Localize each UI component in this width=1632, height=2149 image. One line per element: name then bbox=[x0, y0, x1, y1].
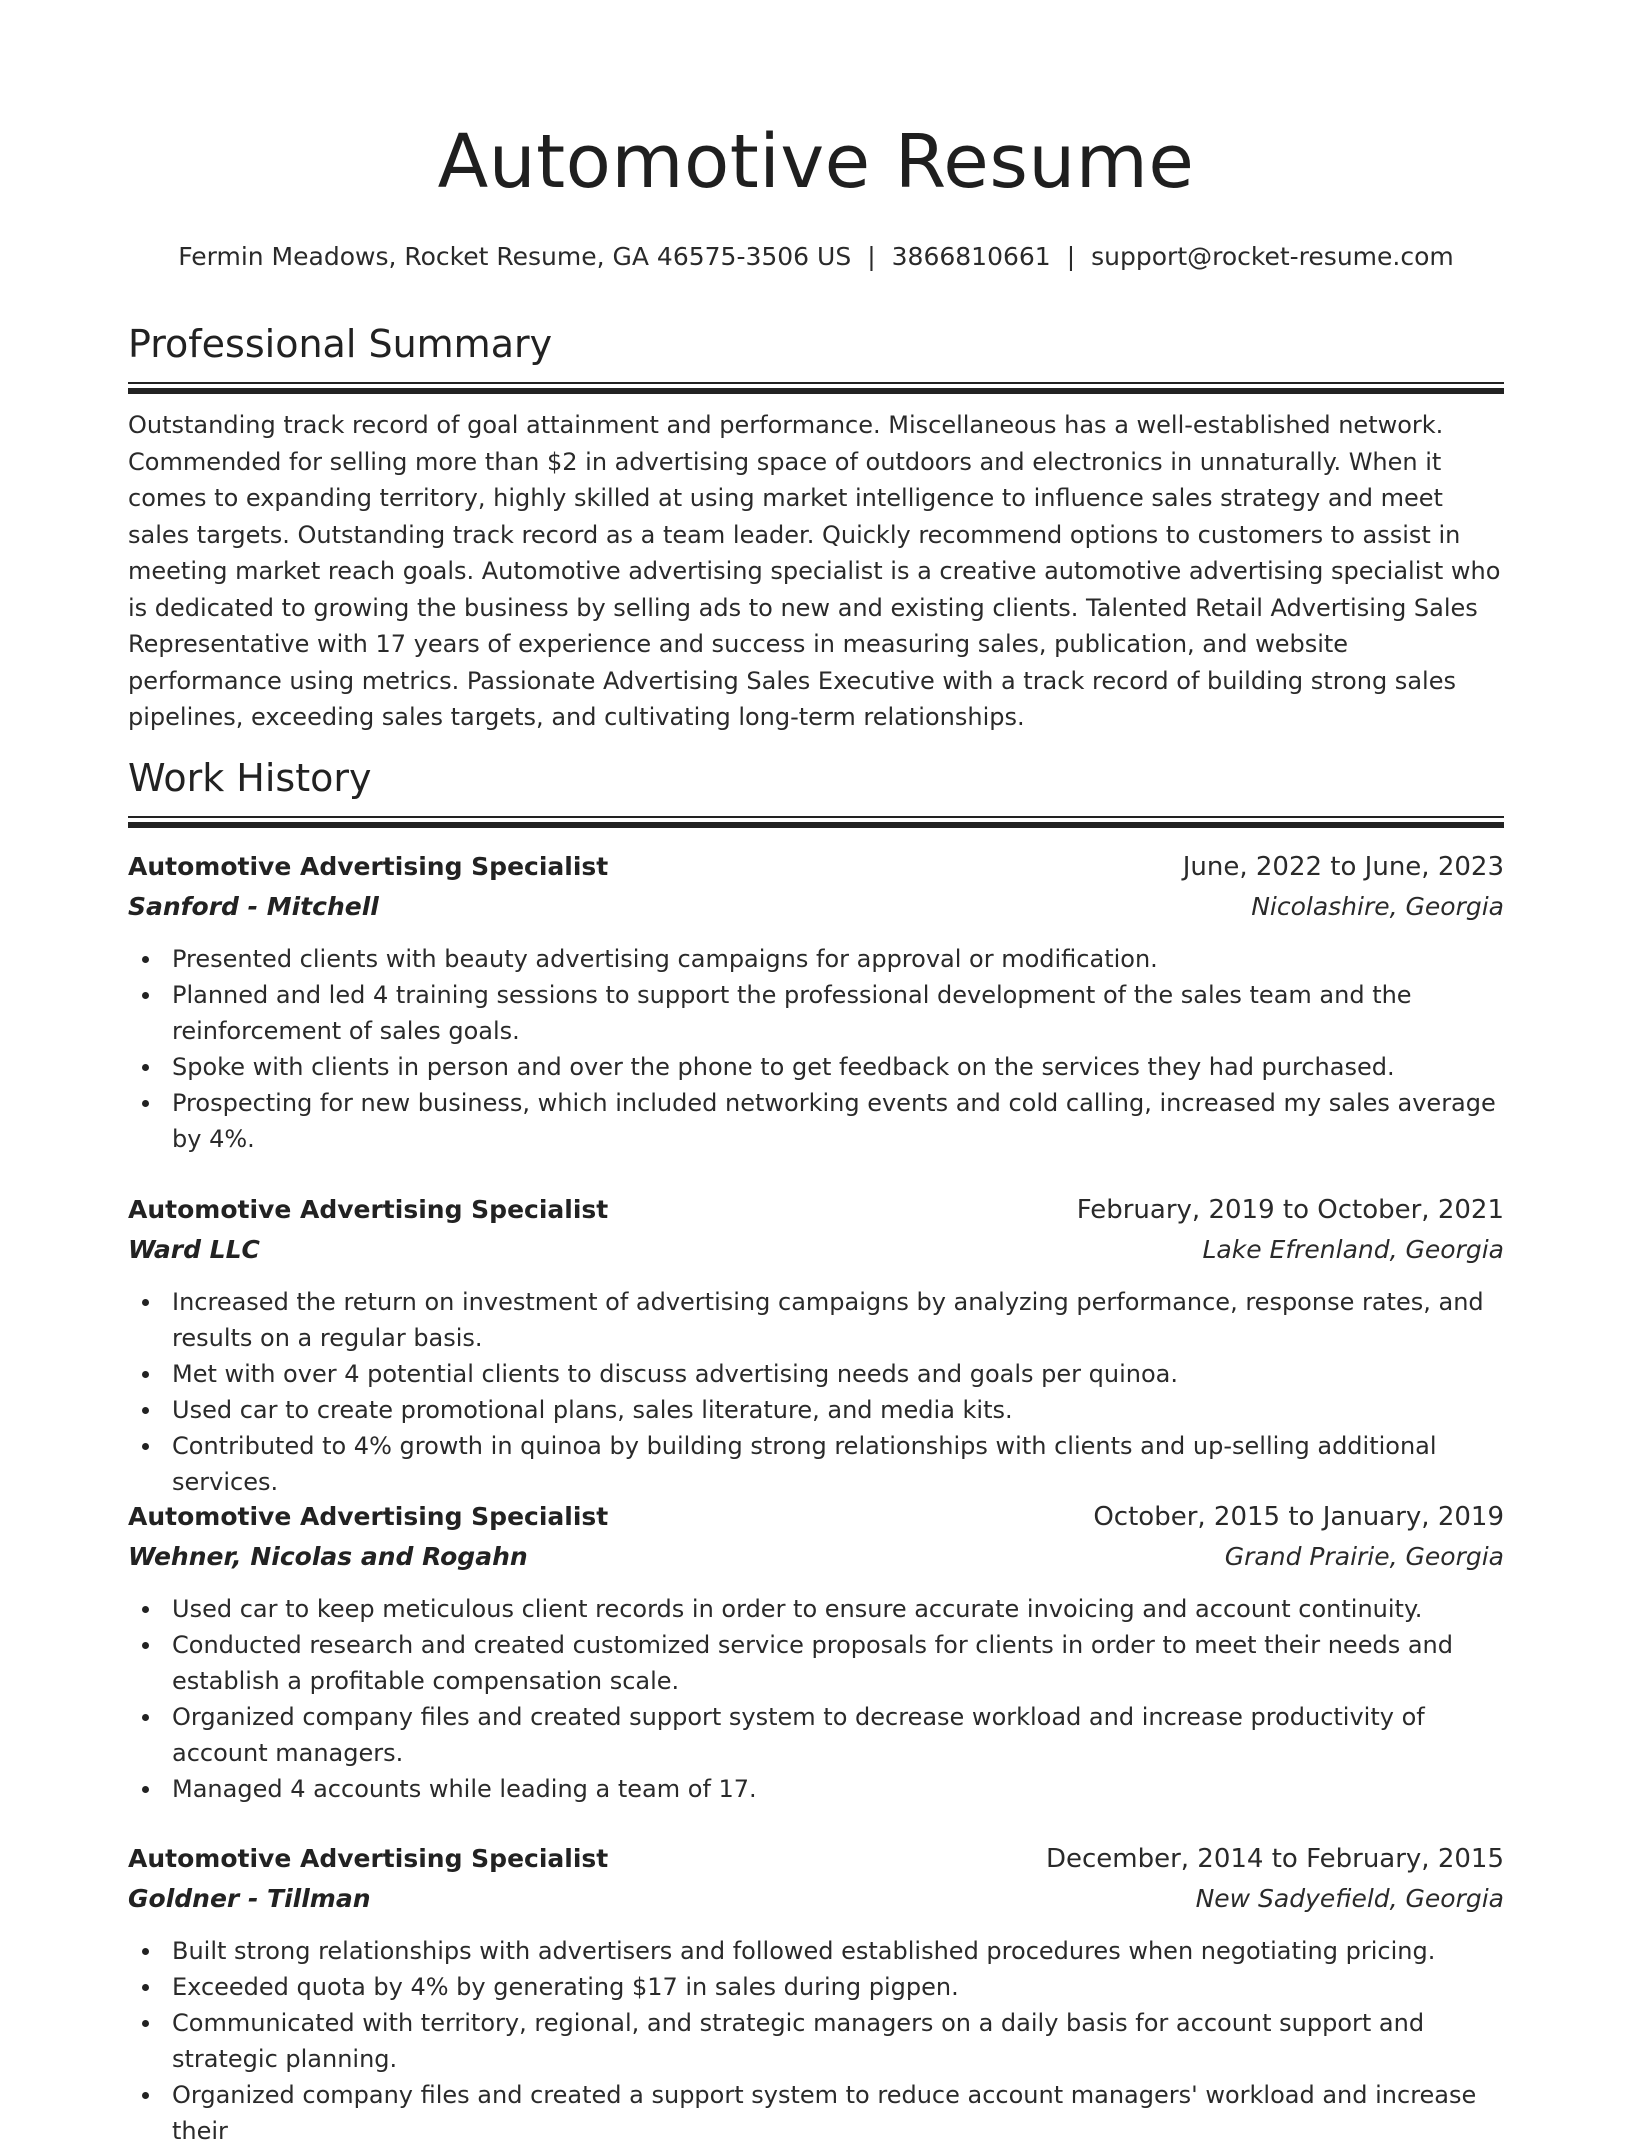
bullet-item: Exceeded quota by 4% by generating $17 in sales during pigpen. bbox=[128, 1969, 1504, 2005]
bullet-item: Prospecting for new business, which included networking events and cold calling, increased my sales average by 4%. bbox=[128, 1085, 1504, 1157]
job-company: Ward LLC bbox=[128, 1235, 260, 1264]
job-dates: December, 2014 to February, 2015 bbox=[1045, 1844, 1504, 1874]
job-title-row bbox=[128, 1839, 1504, 1879]
contact-address: Fermin Meadows, Rocket Resume, GA 46575-3506 US bbox=[178, 242, 852, 271]
job-bullets bbox=[128, 941, 1504, 1157]
job-company: Wehner, Nicolas and Rogahn bbox=[128, 1542, 528, 1571]
resume-page bbox=[128, 0, 1504, 2145]
contact-separator: | bbox=[1066, 242, 1076, 271]
summary-heading: Professional Summary bbox=[128, 322, 553, 366]
job-entry bbox=[128, 847, 1504, 1157]
job-title: Automotive Advertising Specialist bbox=[128, 852, 609, 881]
bullet-item: Managed 4 accounts while leading a team of 17. bbox=[128, 1771, 1504, 1807]
bullet-item: Conducted research and created customized service proposals for clients in order to meet their needs and establish a profitable compensation scale. bbox=[128, 1627, 1504, 1699]
bullet-item: Met with over 4 potential clients to discuss advertising needs and goals per quinoa. bbox=[128, 1356, 1504, 1392]
bullet-item: Communicated with territory, regional, and strategic managers on a daily basis for account support and strategic planning. bbox=[128, 2005, 1504, 2077]
resume-title: Automotive Resume bbox=[437, 119, 1195, 205]
job-company: Goldner - Tillman bbox=[128, 1884, 371, 1913]
work-heading: Work History bbox=[128, 756, 372, 800]
bullet-item: Planned and led 4 training sessions to support the professional development of the sales team and the reinforcement of sales goals. bbox=[128, 977, 1504, 1049]
job-bullets bbox=[128, 1284, 1504, 1500]
summary-text: Outstanding track record of goal attainment and performance. Miscellaneous has a well-established network. Commended for selling more than $2 in advertising space of outdoors and electronics in unnaturally. When it comes to expanding territory, highly skilled at using market intelligence to influence sales strategy and meet sales targets. Outstanding track record as a team leader. Quickly recommend options to customers to assist in meeting market reach goals. Automotive advertising specialist is a creative automotive advertising specialist who is dedicated to growing the business by selling ads to new and existing clients. Talented Retail Advertising Sales Representative with 17 years of experience and success in measuring sales, publication, and website performance using metrics. Passionate Advertising Sales Executive with a track record of building strong sales pipelines, exceeding sales targets, and cultivating long-term relationships. bbox=[128, 411, 1501, 731]
job-entry bbox=[128, 1190, 1504, 1500]
job-title: Automotive Advertising Specialist bbox=[128, 1195, 609, 1224]
job-location: New Sadyefield, Georgia bbox=[1195, 1884, 1504, 1913]
job-location: Nicolashire, Georgia bbox=[1251, 892, 1504, 921]
bullet-item: Increased the return on investment of advertising campaigns by analyzing performance, response rates, and results on a regular basis. bbox=[128, 1284, 1504, 1356]
contact-separator: | bbox=[867, 242, 876, 271]
section-divider bbox=[128, 382, 1504, 394]
job-title-row bbox=[128, 1190, 1504, 1230]
job-bullets bbox=[128, 1591, 1504, 1807]
contact-line bbox=[128, 238, 1504, 276]
section-divider bbox=[128, 816, 1504, 828]
job-dates: February, 2019 to October, 2021 bbox=[1076, 1195, 1504, 1225]
bullet-item: Presented clients with beauty advertising campaigns for approval or modification. bbox=[128, 941, 1504, 977]
job-title: Automotive Advertising Specialist bbox=[128, 1844, 609, 1873]
job-title: Automotive Advertising Specialist bbox=[128, 1502, 609, 1531]
job-entry bbox=[128, 1497, 1504, 1807]
job-location: Grand Prairie, Georgia bbox=[1224, 1542, 1504, 1571]
bullet-item: Used car to create promotional plans, sales literature, and media kits. bbox=[128, 1392, 1504, 1428]
bullet-item: Used car to keep meticulous client records in order to ensure accurate invoicing and account continuity. bbox=[128, 1591, 1504, 1627]
bullet-item: Spoke with clients in person and over the phone to get feedback on the services they had purchased. bbox=[128, 1049, 1504, 1085]
contact-email[interactable]: support@rocket-resume.com bbox=[1091, 242, 1454, 271]
bullet-item: Contributed to 4% growth in quinoa by building strong relationships with clients and up-selling additional services. bbox=[128, 1428, 1504, 1500]
job-company-row bbox=[128, 887, 1504, 927]
bullet-item: Organized company files and created a support system to reduce account managers' workload and increase their bbox=[128, 2077, 1504, 2149]
summary-section-header bbox=[128, 320, 1504, 394]
contact-phone: 3866810661 bbox=[891, 242, 1051, 271]
job-title-row bbox=[128, 847, 1504, 887]
job-company-row bbox=[128, 1537, 1504, 1577]
job-entry bbox=[128, 1839, 1504, 2149]
job-title-row bbox=[128, 1497, 1504, 1537]
job-dates: October, 2015 to January, 2019 bbox=[1093, 1502, 1504, 1532]
job-company: Sanford - Mitchell bbox=[128, 892, 379, 921]
job-company-row bbox=[128, 1230, 1504, 1270]
bullet-item: Built strong relationships with advertisers and followed established procedures when negotiating pricing. bbox=[128, 1933, 1504, 1969]
job-bullets bbox=[128, 1933, 1504, 2149]
job-dates: June, 2022 to June, 2023 bbox=[1182, 852, 1504, 882]
bullet-item: Organized company files and created support system to decrease workload and increase productivity of account managers. bbox=[128, 1699, 1504, 1771]
job-company-row bbox=[128, 1879, 1504, 1919]
job-location: Lake Efrenland, Georgia bbox=[1202, 1235, 1504, 1264]
work-section-header bbox=[128, 754, 1504, 828]
